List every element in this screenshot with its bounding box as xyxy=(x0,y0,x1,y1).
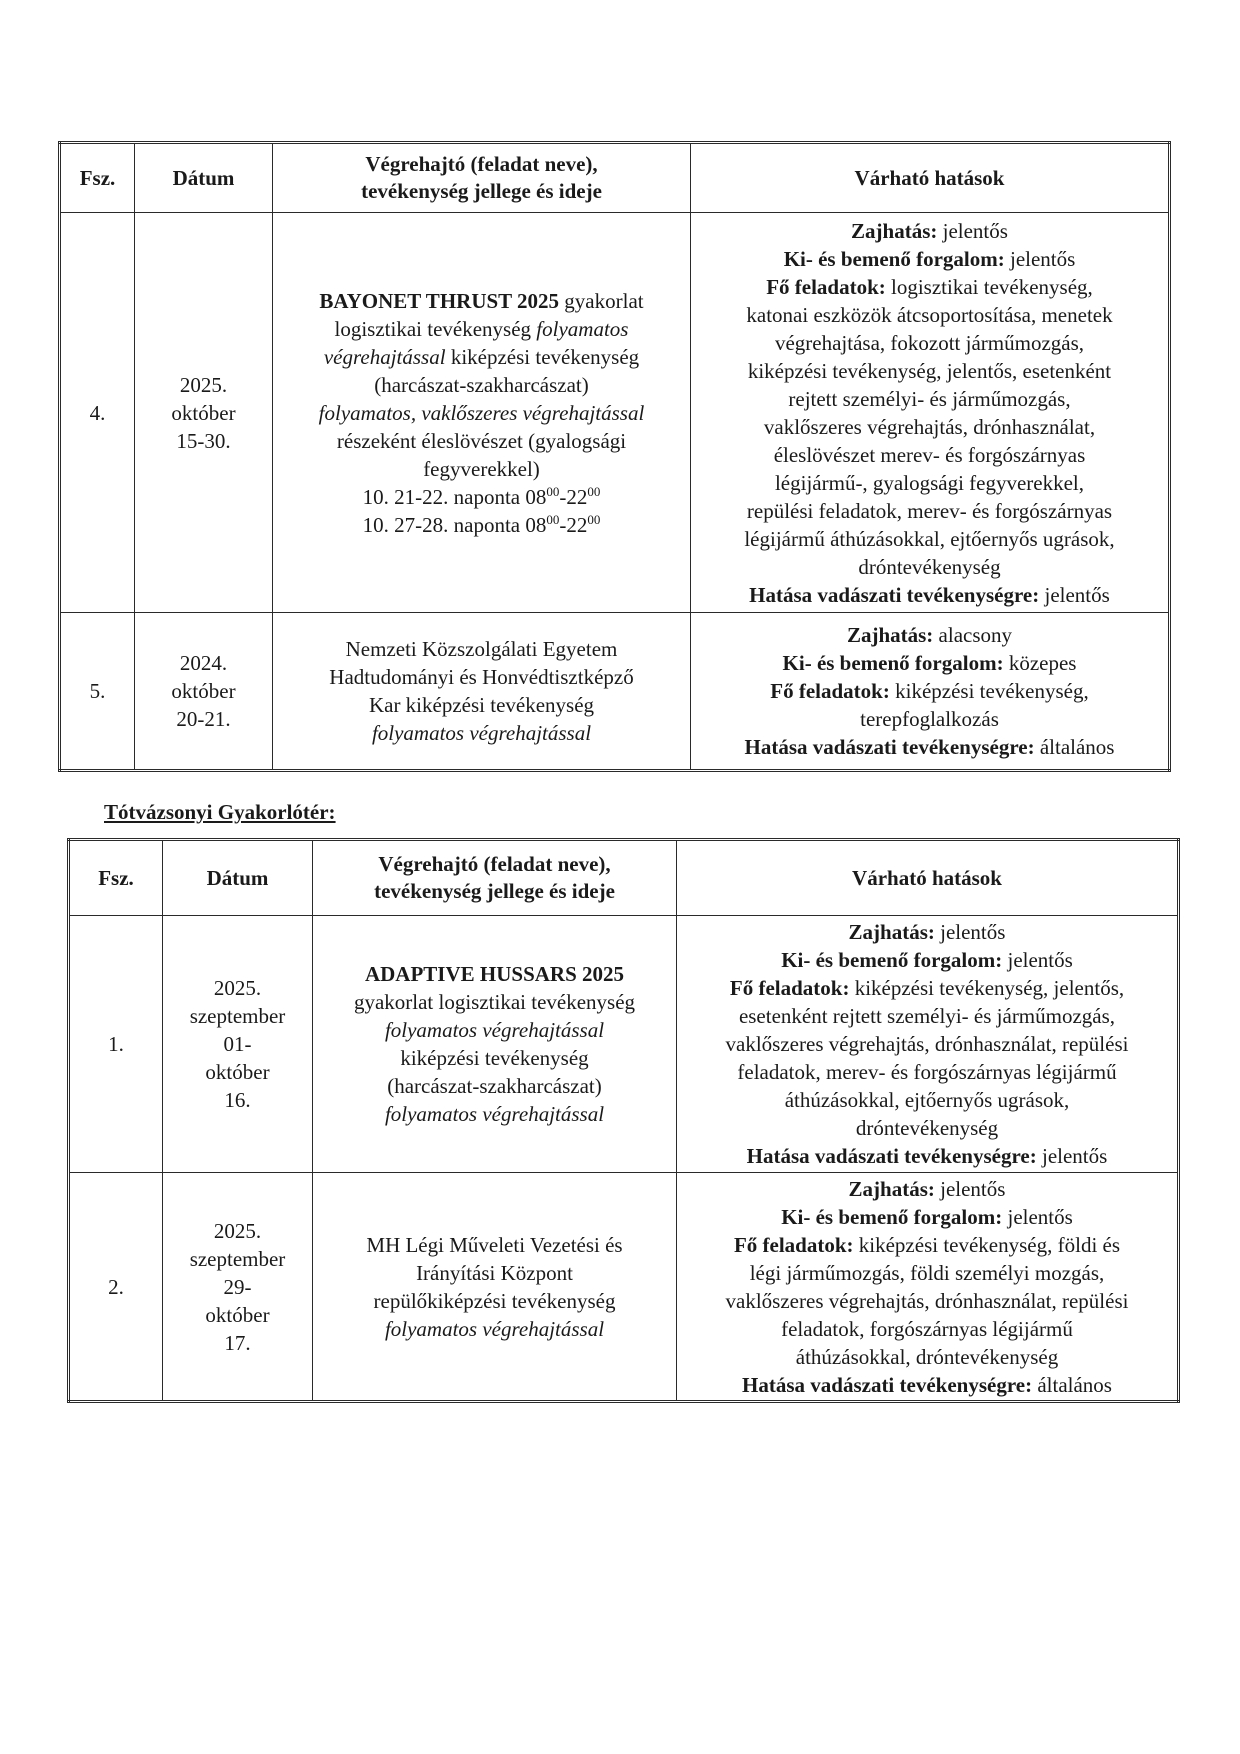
row-executor: BAYONET THRUST 2025 gyakorlat logisztikai tevékenység folyamatos végrehajtással kiképzési tevékenység (harcászat-szakharcászat) folyamatos, vaklőszeres végrehajtással részeként éleslövészet (gyalogsági fegyverekkel) 10. 21-22. naponta $08^{00}-22^{00}$ 10. 27-28. naponta $08^{00}-22^{00}$ xyxy=(273,213,691,613)
exercise-title: ADAPTIVE HUSSARS 2025 xyxy=(364,962,625,986)
table-header-row xyxy=(60,143,1170,213)
row-effects: Zajhatás: alacsony Ki- és bemenő forgalom: közepes Fő feladatok: kiképzési tevékenység, terepfoglalkozás Hatása vadászati tevékenységre: általános xyxy=(691,613,1170,771)
table-row xyxy=(69,916,1179,1173)
table-row xyxy=(69,1173,1179,1402)
row-executor: ADAPTIVE HUSSARS 2025 gyakorlat logisztikai tevékenység folyamatos végrehajtással kiképzési tevékenység (harcászat-szakharcászat) folyamatos végrehajtással xyxy=(313,916,677,1173)
row-executor: Nemzeti Közszolgálati Egyetem Hadtudományi és Honvédtisztképző Kar kiképzési tevékenység folyamatos végrehajtással xyxy=(273,613,691,771)
header-datum: Dátum xyxy=(135,143,273,213)
header-hatasok: Várható hatások xyxy=(691,143,1170,213)
header-vegrehajto: Végrehajtó (feladat neve), tevékenység jellege és ideje xyxy=(273,143,691,213)
row-number: 4. xyxy=(60,213,135,613)
schedule-table-2 xyxy=(67,838,1180,1403)
row-effects: Zajhatás: jelentős Ki- és bemenő forgalom: jelentős Fő feladatok: kiképzési tevékenység, jelentős, esetenként rejtett személyi- és járműmozgás, vaklőszeres végrehajtás, drónhasználat, repülési feladatok, merev- és forgószárnyas légijármű áthúzásokkal, ejtőernyős ugrások, dróntevékenység Hatása vadászati tevékenységre: jelentős xyxy=(677,916,1179,1173)
row-number: 1. xyxy=(69,916,163,1173)
time-window: 10. 21-22. naponta $08^{00}-22^{00}$ xyxy=(362,483,601,509)
row-date: 2025. szeptember 29- október 17. xyxy=(163,1173,313,1402)
header-hatasok: Várható hatások xyxy=(677,840,1179,916)
table-header-row xyxy=(69,840,1179,916)
time-window: 10. 27-28. naponta $08^{00}-22^{00}$ xyxy=(362,511,601,537)
table-row xyxy=(60,213,1170,613)
header-datum: Dátum xyxy=(163,840,313,916)
row-date: 2024. október 20-21. xyxy=(135,613,273,771)
row-effects: Zajhatás: jelentős Ki- és bemenő forgalom: jelentős Fő feladatok: logisztikai tevékenység, katonai eszközök átcsoportosítása, menetek végrehajtása, fokozott járműmozgás, kiképzési tevékenység, jelentős, esetenként rejtett személyi- és járműmozgás, vaklőszeres végrehajtás, drónhasználat, éleslövészet merev- és forgószárnyas légijármű-, gyalogsági fegyverekkel, repülési feladatok, merev- és forgószárnyas légijármű áthúzásokkal, ejtőernyős ugrások, dróntevékenység Hatása vadászati tevékenységre: jelentős xyxy=(691,213,1170,613)
schedule-table-1 xyxy=(58,141,1171,772)
row-date: 2025. szeptember 01- október 16. xyxy=(163,916,313,1173)
row-effects: Zajhatás: jelentős Ki- és bemenő forgalom: jelentős Fő feladatok: kiképzési tevékenység, földi és légi járműmozgás, földi személyi mozgás, vaklőszeres végrehajtás, drónhasználat, repülési feladatok, forgószárnyas légijármű áthúzásokkal, dróntevékenység Hatása vadászati tevékenységre: általános xyxy=(677,1173,1179,1402)
section-title: Tótvázsonyi Gyakorlótér: xyxy=(104,800,336,824)
table-row xyxy=(60,613,1170,771)
header-vegrehajto: Végrehajtó (feladat neve), tevékenység jellege és ideje xyxy=(313,840,677,916)
row-date: 2025. október 15-30. xyxy=(135,213,273,613)
row-number: 5. xyxy=(60,613,135,771)
header-fsz: Fsz. xyxy=(60,143,135,213)
exercise-title: BAYONET THRUST 2025 xyxy=(319,288,560,313)
header-fsz: Fsz. xyxy=(69,840,163,916)
row-executor: MH Légi Műveleti Vezetési és Irányítási Központ repülőkiképzési tevékenység folyamatos végrehajtással xyxy=(313,1173,677,1402)
row-number: 2. xyxy=(69,1173,163,1402)
